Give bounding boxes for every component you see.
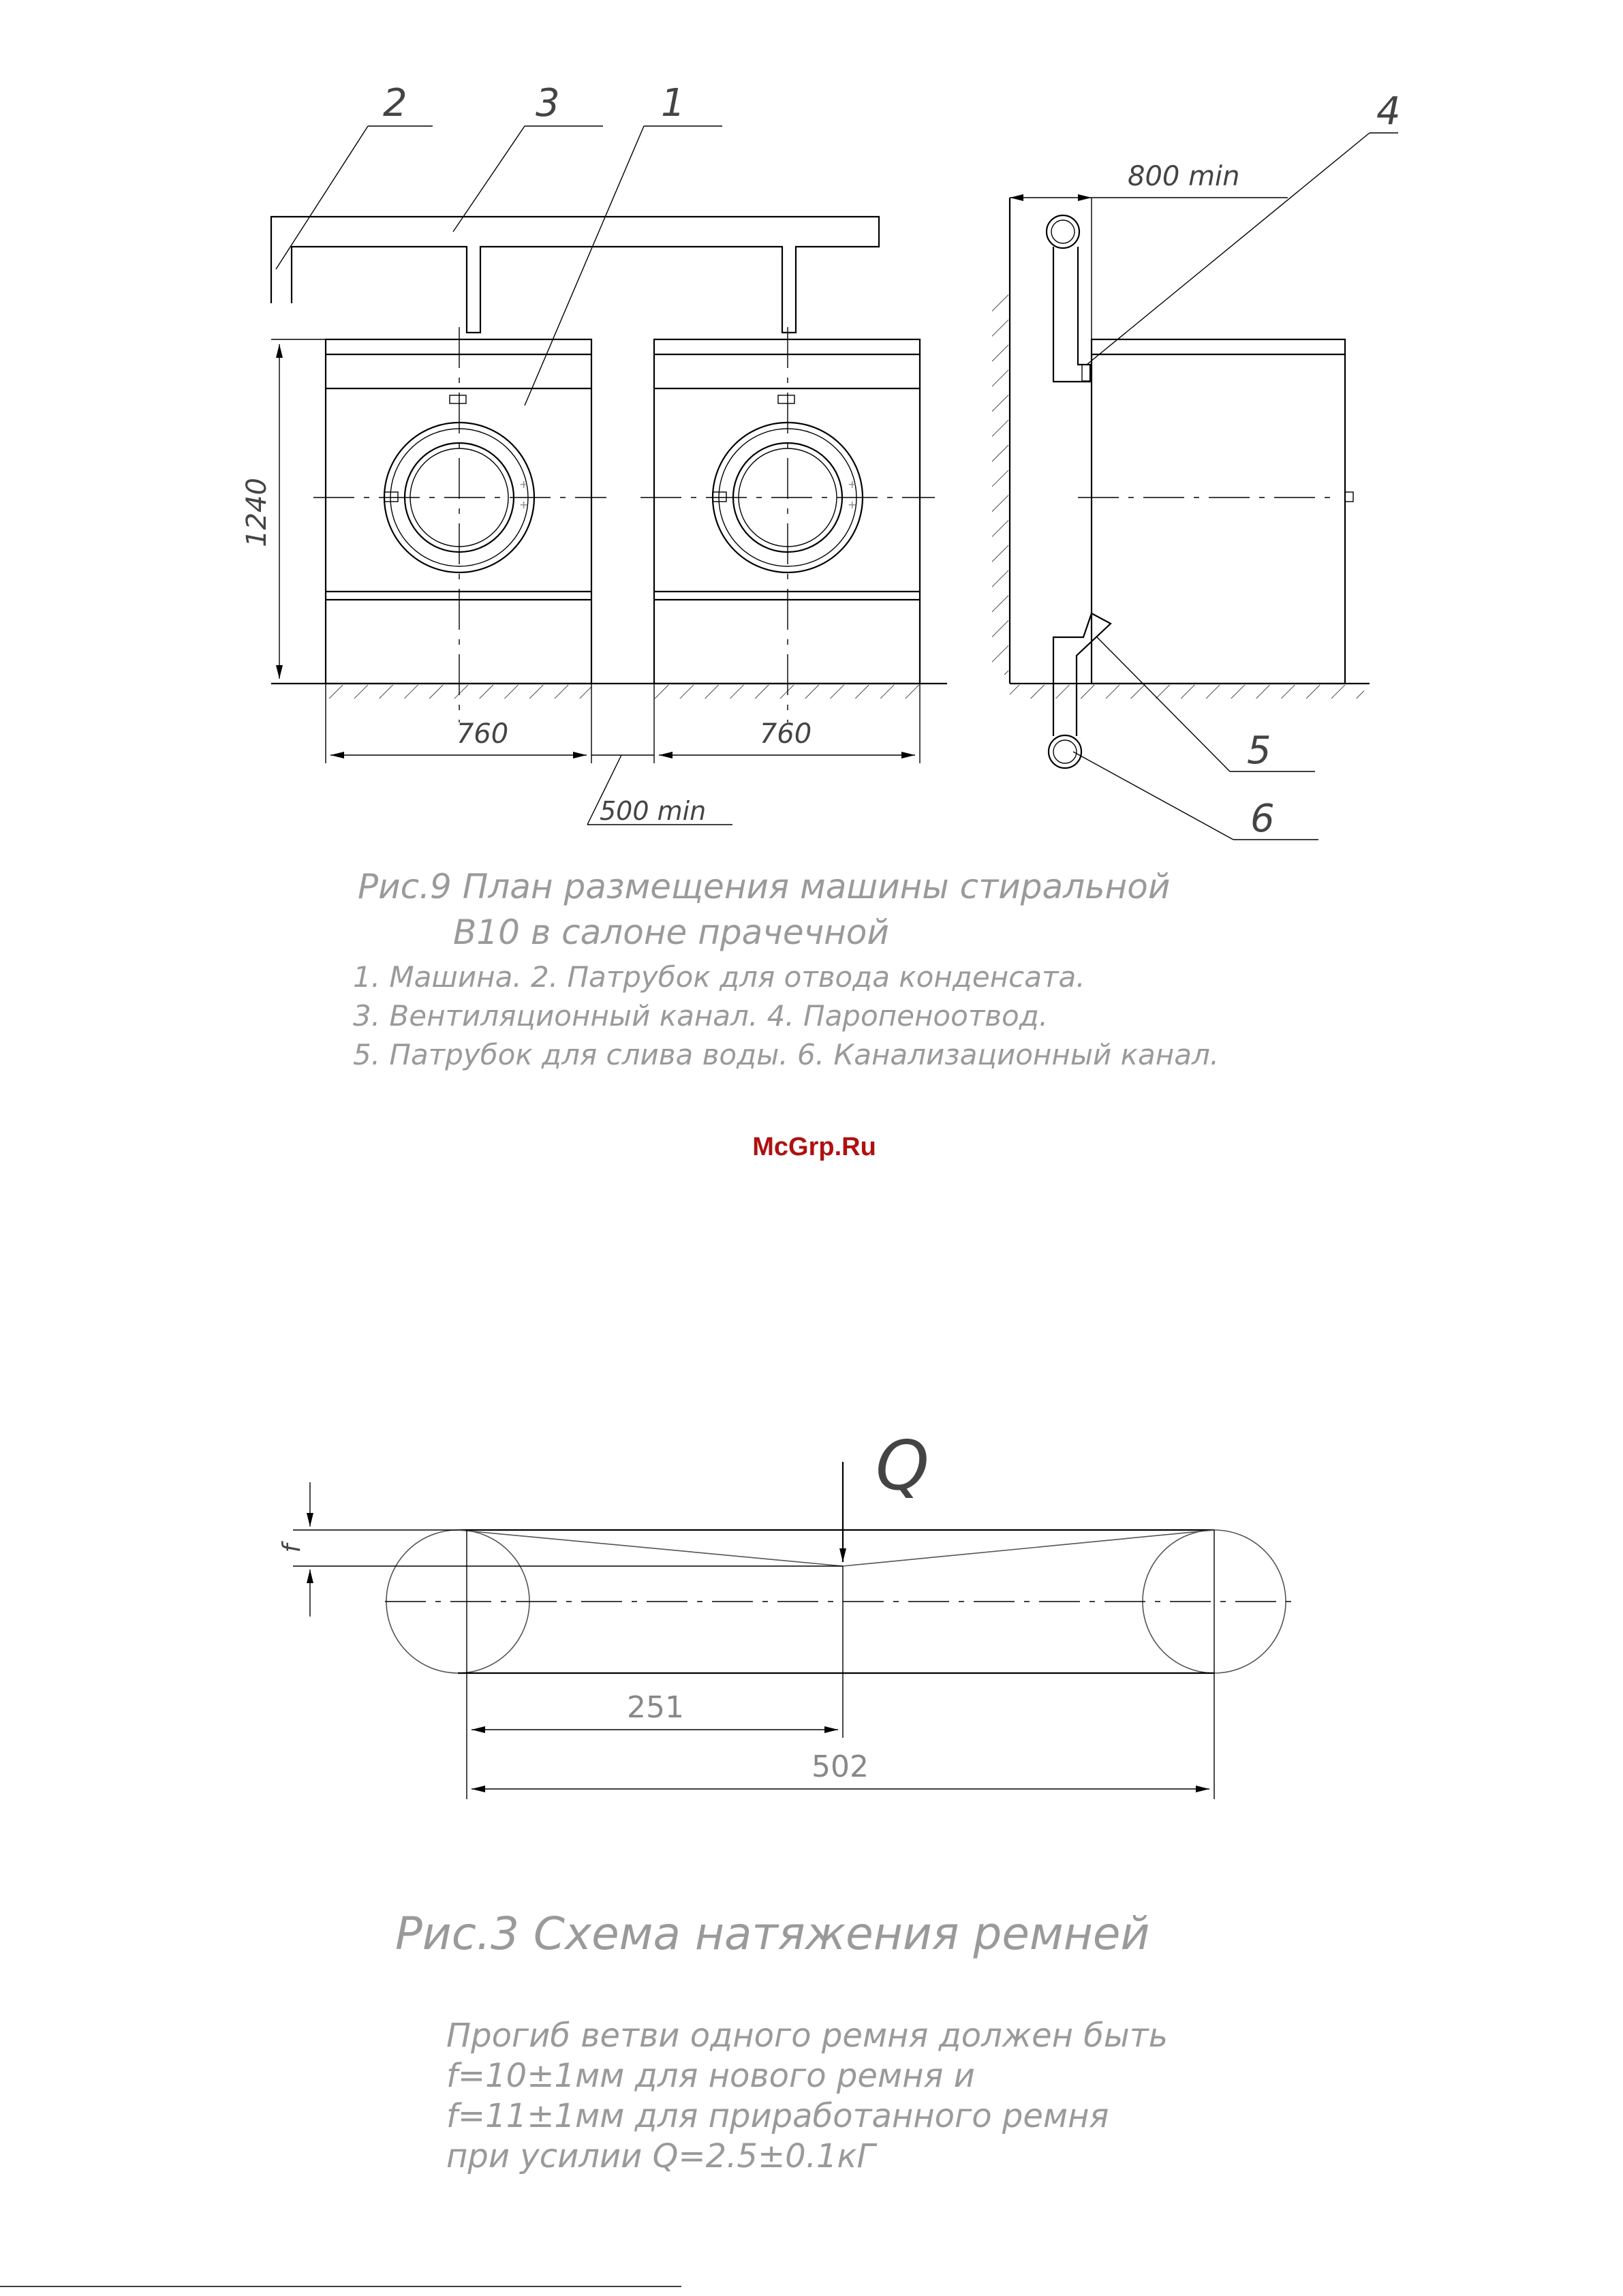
side-view [992, 161, 1370, 768]
figure-9-plan [241, 81, 1401, 1071]
callout-6: 6 [1250, 797, 1275, 841]
callout-2: 2 [383, 81, 407, 125]
callout-4: 4 [1376, 89, 1401, 134]
gap-min-label: 500 min [600, 796, 707, 826]
dimension-widths [326, 684, 920, 826]
wall-min-label: 800 min [1128, 161, 1240, 192]
svg-text:+: + [848, 478, 857, 491]
deflection-label: f [278, 1544, 306, 1553]
height-dimension-label: 1240 [241, 478, 273, 547]
figure-3-note-3: f=11±1мм для приработанного ремня [446, 2097, 1109, 2135]
callout-1: 1 [661, 81, 685, 125]
belt-deflected [458, 1530, 1214, 1566]
callouts [276, 81, 1401, 841]
figure-3-note-2: f=10±1мм для нового ремня и [446, 2057, 975, 2095]
watermark-label: McGrp.Ru [752, 1133, 876, 1161]
figure-3-title: Рис.3 Схема натяжения ремней [395, 1908, 1150, 1960]
caption-legend-line2: 3. Вентиляционный канал. 4. Паропеноотвод. [353, 999, 1049, 1032]
caption-legend-line1: 1. Машина. 2. Патрубок для отвода конденсата. [353, 960, 1085, 994]
ventilation-channel [271, 217, 879, 333]
floor-line [271, 684, 947, 699]
force-q-label: Q [876, 1426, 929, 1505]
caption-title-line2: В10 в салоне прачечной [453, 913, 889, 952]
svg-text:+: + [848, 498, 857, 511]
caption-title-line1: Рис.9 План размещения машины стиральной [358, 867, 1171, 906]
svg-text:+: + [519, 478, 529, 491]
dim-502-label: 502 [812, 1749, 869, 1784]
caption-legend-line3: 5. Патрубок для слива воды. 6. Канализационный канал. [353, 1038, 1220, 1071]
callout-5: 5 [1247, 729, 1271, 773]
width-right-label: 760 [759, 718, 812, 750]
callout-3: 3 [536, 81, 560, 125]
figure-9-caption [353, 867, 1219, 1071]
dimension-height [241, 339, 326, 684]
svg-text:+: + [519, 498, 529, 511]
washing-machine-right [640, 327, 935, 722]
washing-machine-left [313, 327, 606, 722]
figure-3-belt-tension [278, 1426, 1291, 2175]
figure-3-note-1: Прогиб ветви одного ремня должен быть [446, 2017, 1168, 2055]
figure-3-note-4: при усилии Q=2.5±0.1кГ [446, 2137, 876, 2175]
dim-251-label: 251 [627, 1690, 684, 1725]
width-left-label: 760 [456, 718, 509, 750]
